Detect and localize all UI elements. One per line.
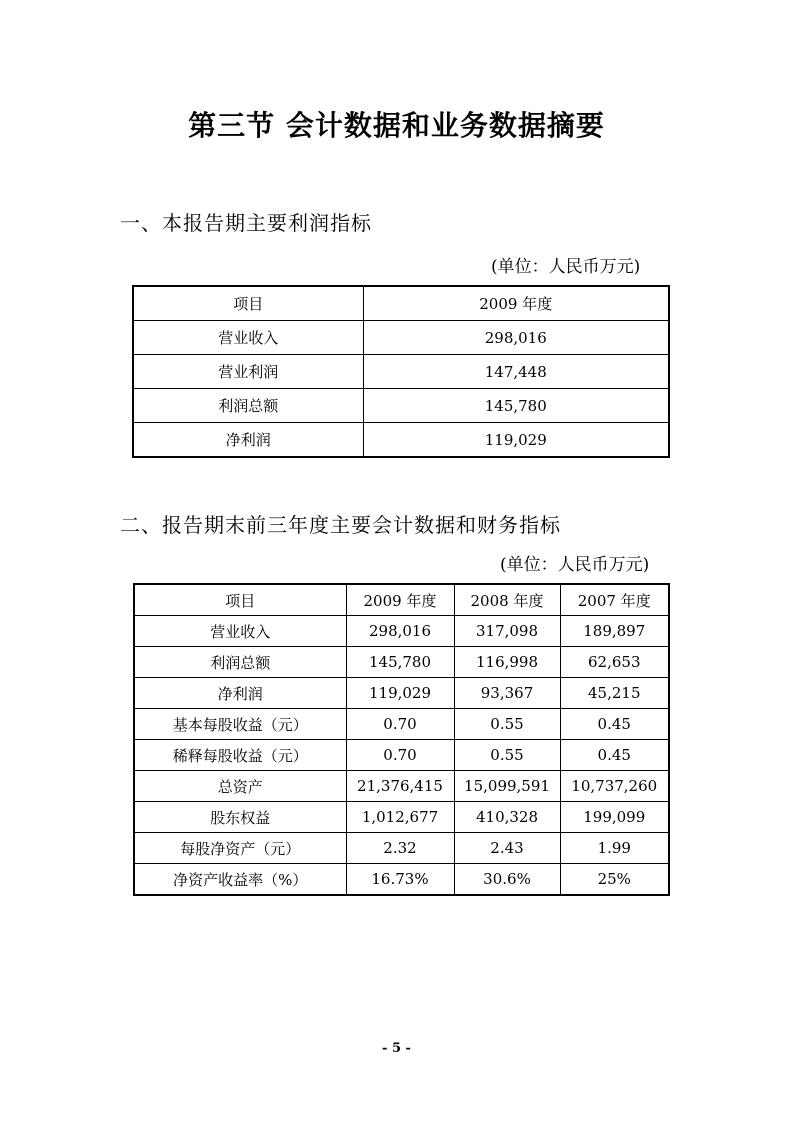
- cell-2008: 30.6%: [454, 864, 560, 896]
- row-label: 营业利润: [133, 355, 363, 389]
- header-year-2009: 2009 年度: [346, 584, 454, 616]
- cell-2008: 93,367: [454, 678, 560, 709]
- header-year-2007: 2007 年度: [560, 584, 669, 616]
- row-value: 119,029: [363, 423, 669, 458]
- cell-2008: 317,098: [454, 616, 560, 647]
- cell-2009: 16.73%: [346, 864, 454, 896]
- table-row: [133, 321, 669, 355]
- table-row: [134, 740, 669, 771]
- cell-2009: 0.70: [346, 709, 454, 740]
- row-label: 稀释每股收益（元）: [134, 740, 346, 771]
- table-row: [134, 833, 669, 864]
- cell-2007: 1.99: [560, 833, 669, 864]
- three-year-financial-table: [133, 583, 670, 896]
- cell-2009: 0.70: [346, 740, 454, 771]
- section-heading-profit-indicators: 一、本报告期主要利润指标: [120, 211, 372, 235]
- cell-2009: 21,376,415: [346, 771, 454, 802]
- row-value: 147,448: [363, 355, 669, 389]
- cell-2007: 45,215: [560, 678, 669, 709]
- cell-2007: 199,099: [560, 802, 669, 833]
- table-row: [134, 771, 669, 802]
- cell-2009: 2.32: [346, 833, 454, 864]
- row-value: 298,016: [363, 321, 669, 355]
- section-heading-three-year-data: 二、报告期末前三年度主要会计数据和财务指标: [120, 513, 561, 537]
- cell-2007: 25%: [560, 864, 669, 896]
- row-label: 营业收入: [133, 321, 363, 355]
- row-label: 每股净资产（元）: [134, 833, 346, 864]
- unit-note-2: (单位：人民币万元): [500, 555, 650, 575]
- cell-2007: 10,737,260: [560, 771, 669, 802]
- cell-2008: 0.55: [454, 709, 560, 740]
- table-header-row: [134, 584, 669, 616]
- cell-2008: 15,099,591: [454, 771, 560, 802]
- header-item: 项目: [134, 584, 346, 616]
- page-number: - 5 -: [382, 1041, 411, 1056]
- row-label: 净利润: [133, 423, 363, 458]
- table-row: [134, 647, 669, 678]
- row-value: 145,780: [363, 389, 669, 423]
- cell-2007: 0.45: [560, 709, 669, 740]
- cell-2007: 0.45: [560, 740, 669, 771]
- cell-2007: 62,653: [560, 647, 669, 678]
- header-year-2008: 2008 年度: [454, 584, 560, 616]
- row-label: 股东权益: [134, 802, 346, 833]
- row-label: 利润总额: [133, 389, 363, 423]
- table-row: [134, 802, 669, 833]
- header-year-2009: 2009 年度: [363, 286, 669, 321]
- page-title: 第三节 会计数据和业务数据摘要: [188, 109, 605, 142]
- header-item: 项目: [133, 286, 363, 321]
- table-row: [133, 423, 669, 458]
- row-label: 营业收入: [134, 616, 346, 647]
- row-label: 利润总额: [134, 647, 346, 678]
- table-row: [134, 678, 669, 709]
- table-row: [134, 709, 669, 740]
- cell-2009: 119,029: [346, 678, 454, 709]
- cell-2007: 189,897: [560, 616, 669, 647]
- cell-2009: 145,780: [346, 647, 454, 678]
- table-header-row: [133, 286, 669, 321]
- row-label: 总资产: [134, 771, 346, 802]
- cell-2008: 2.43: [454, 833, 560, 864]
- row-label: 基本每股收益（元）: [134, 709, 346, 740]
- cell-2008: 0.55: [454, 740, 560, 771]
- table-row: [133, 389, 669, 423]
- unit-note-1: (单位：人民币万元): [491, 257, 641, 277]
- profit-indicators-table: [132, 285, 670, 458]
- table-row: [133, 355, 669, 389]
- row-label: 净利润: [134, 678, 346, 709]
- cell-2008: 116,998: [454, 647, 560, 678]
- table-row: [134, 616, 669, 647]
- table-row: [134, 864, 669, 896]
- row-label: 净资产收益率（%）: [134, 864, 346, 896]
- cell-2009: 1,012,677: [346, 802, 454, 833]
- cell-2009: 298,016: [346, 616, 454, 647]
- cell-2008: 410,328: [454, 802, 560, 833]
